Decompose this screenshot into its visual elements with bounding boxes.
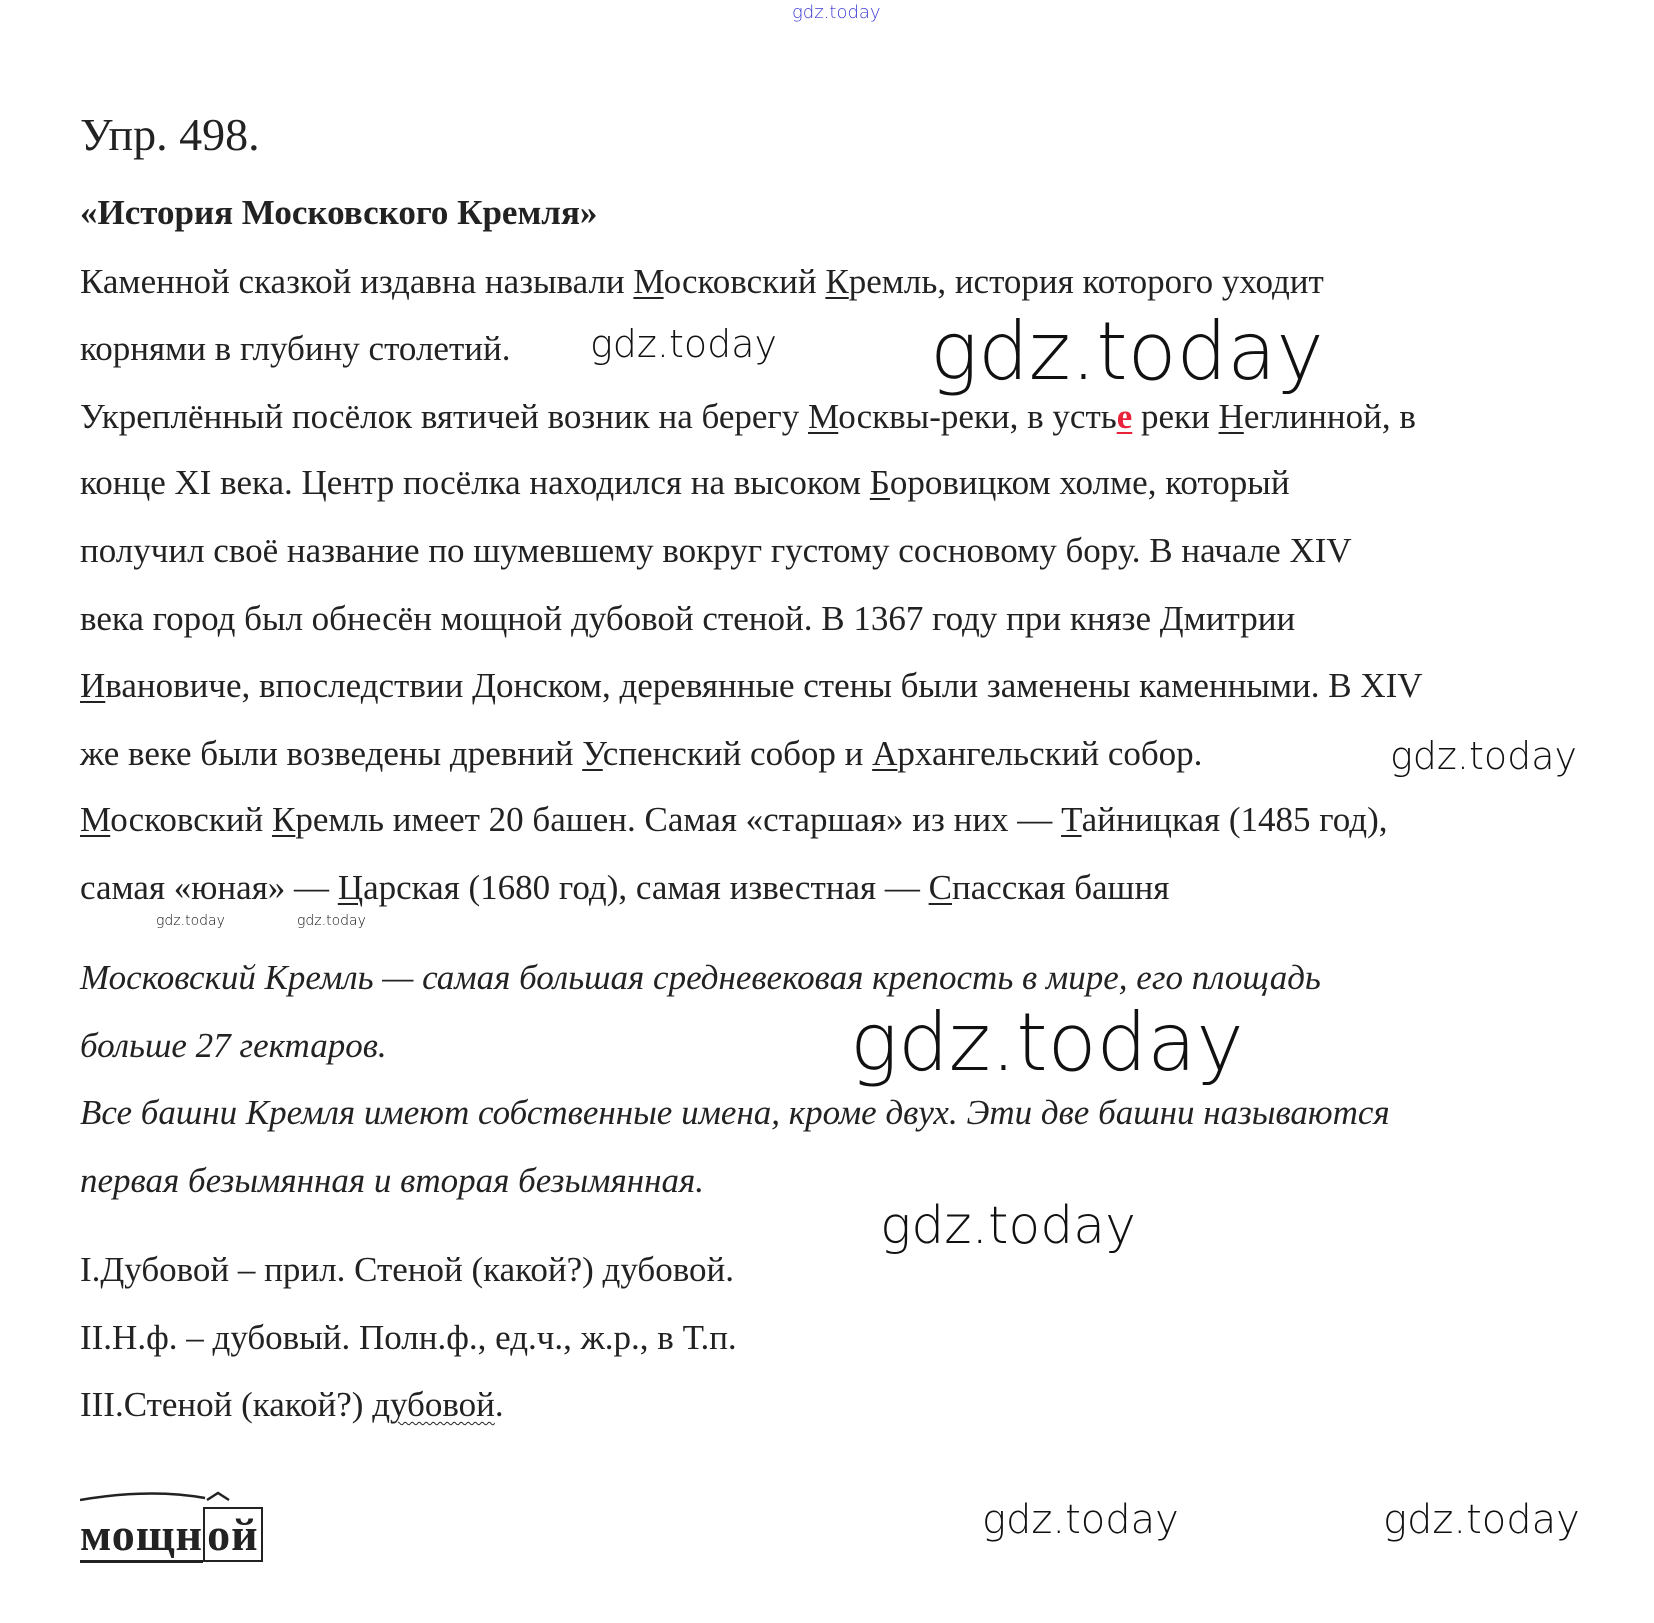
watermark: gdz.today [850, 996, 1244, 1089]
text-line [80, 1026, 387, 1066]
text-line [80, 463, 1290, 503]
text-segment: онском, деревянные стены были заменены каменными. В XIV [495, 666, 1423, 705]
watermark: gdz.today [156, 913, 225, 929]
text-segment: пасская башня [952, 868, 1170, 907]
text-segment: Все башни Кремля имеют собственные имена, кроме двух. Эти две башни называются [80, 1093, 1390, 1132]
text-line [80, 868, 1169, 908]
text-line [80, 1385, 504, 1425]
underlined-letter: С [928, 868, 952, 907]
text-segment: осквы-реки, в усть [838, 397, 1117, 436]
underlined-letter: М [808, 397, 839, 436]
text-line [80, 666, 1423, 706]
text-line [80, 1318, 737, 1358]
underlined-letter: Н [1218, 397, 1244, 436]
text-segment: же веке были возведены древний [80, 734, 583, 773]
text-segment: арская (1680 год), самая известная — [363, 868, 929, 907]
text-segment: больше 27 гектаров. [80, 1026, 387, 1065]
text-segment: первая безымянная и вторая безымянная. [80, 1161, 705, 1200]
underlined-letter: Д [472, 666, 496, 705]
text-segment: корнями в глубину столетий. [80, 329, 511, 368]
text-segment: еглинной, в [1243, 397, 1416, 436]
underlined-letter: Ц [337, 868, 364, 907]
text-segment: Московский Кремль — самая большая средневековая крепость в мире, его площадь [80, 958, 1321, 997]
watermark: gdz.today [590, 322, 777, 366]
text-segment: ремль имеет 20 башен. Самая «старшая» из них — [295, 800, 1062, 839]
watermark: gdz.today [880, 1196, 1136, 1256]
underlined-letter: У [582, 734, 603, 773]
text-segment: самая «юная» — [80, 868, 338, 907]
watermark: gdz.today [1383, 1497, 1580, 1543]
text-segment: . [494, 1385, 504, 1424]
text-segment: ремль, история которого уходит [848, 262, 1324, 301]
underlined-word: дубовой [372, 1385, 495, 1424]
text-segment: получил своё название по шумевшему вокруг густому сосновому бору. В начале XIV [80, 531, 1352, 570]
text-segment: реки [1132, 397, 1219, 436]
underlined-letter: К [271, 800, 296, 839]
text-line [80, 329, 510, 369]
underlined-letter: Б [869, 463, 890, 502]
text-segment: оровицком холме, который [889, 463, 1290, 502]
text-segment: осковский [663, 262, 826, 301]
underlined-letter: Т [1061, 800, 1082, 839]
text-line [80, 397, 1416, 437]
morpheme-analysis [80, 1468, 320, 1568]
morpheme-word [80, 1508, 263, 1561]
underlined-letter: А [872, 734, 898, 773]
text-line [80, 599, 1295, 639]
text-segment: конце XI века. Центр посёлка находился на высоком [80, 463, 870, 502]
ending-box: ой [203, 1507, 263, 1562]
top-watermark: gdz.today [792, 2, 881, 23]
watermark: gdz.today [982, 1497, 1179, 1543]
text-line [80, 800, 1388, 840]
text-segment: III.Стеной (какой?) [80, 1385, 373, 1424]
watermark: gdz.today [297, 913, 366, 929]
underlined-letter: И [80, 666, 106, 705]
text-line [80, 958, 1321, 998]
suffix-mark [207, 1493, 229, 1500]
text-heading: «История Московского Кремля» [80, 193, 598, 232]
text-segment: вановиче, впоследствии [105, 666, 473, 705]
underlined-letter: М [80, 800, 111, 839]
underlined-letter: К [825, 262, 849, 301]
text-line [80, 734, 1202, 774]
root-arc [80, 1493, 205, 1500]
text-segment: спенский собор и [602, 734, 873, 773]
text-segment: I.Дубовой – прил. Стеной (какой?) дубовой. [80, 1250, 734, 1289]
text-segment: II.Н.ф. – дубовый. Полн.ф., ед.ч., ж.р., в Т.п. [80, 1318, 737, 1357]
text-line [80, 1093, 1390, 1133]
text-segment: айницкая (1485 год), [1081, 800, 1388, 839]
text-line [80, 531, 1352, 571]
text-segment: века город был обнесён мощной дубовой стеной. В 1367 году при князе [80, 599, 1160, 638]
text-line [80, 262, 1324, 302]
text-line [80, 1250, 734, 1290]
stem: мощн [80, 1509, 203, 1563]
underlined-letter: М [633, 262, 664, 301]
text-segment: осковский [110, 800, 272, 839]
text-segment: рхангельский собор. [897, 734, 1203, 773]
underlined-letter: Д [1159, 599, 1184, 638]
watermark: gdz.today [930, 305, 1324, 398]
text-segment: Каменной сказкой издавна называли [80, 262, 634, 301]
text-line [80, 1161, 704, 1201]
underlined-letter: е [1116, 397, 1133, 436]
watermark: gdz.today [1390, 734, 1577, 778]
exercise-title: Упр. 498. [80, 109, 260, 160]
text-segment: Укреплённый посёлок вятичей возник на берегу [80, 397, 808, 436]
text-segment: митрии [1183, 599, 1296, 638]
